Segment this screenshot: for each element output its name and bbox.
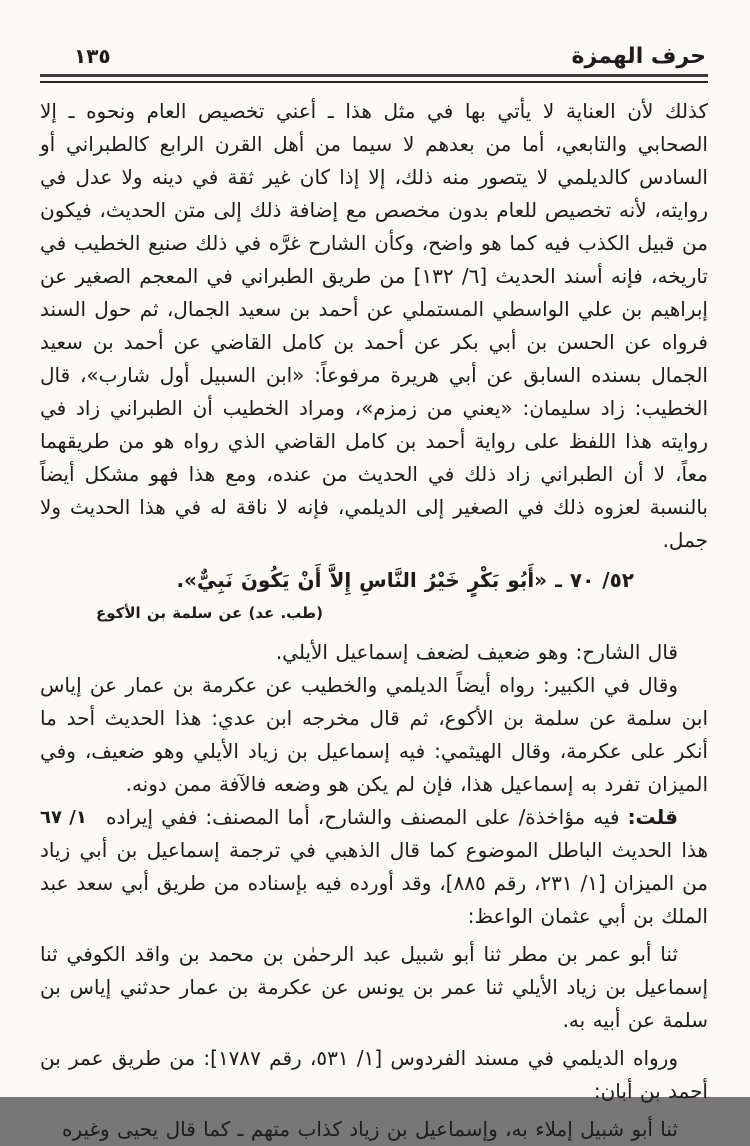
folio-marker-slot [40, 801, 106, 828]
hadith-entry: ٥٢/ ٧٠ ـ «أَبُو بَكْرٍ خَيْرُ النَّاسِ إِلاَّ أَنْ يَكُونَ نَبِيٌّ». [176, 568, 634, 592]
page-content [40, 0, 708, 1146]
folio-marker: ١/ ٦٧ [40, 807, 87, 828]
isnad-paragraph-2: ثنا أبو شبيل إملاء به، وإسماعيل بن زياد كذاب متهم ـ كما قال يحيى وغيره [62, 1117, 678, 1141]
qultu-lead: قلت: [627, 805, 678, 829]
header-divider [40, 74, 708, 83]
qultu-body: فيه مؤاخذة/ على المصنف والشارح، أما المصنف: ففي إيراده هذا الحديث الباطل الموضوع كما قال الذهبي في ترجمة إسماعيل بن أبي زياد من الميزان [١/ ٢٣١، رقم ٨٨٥]، وقد أورده فيه بإسناده من طريق أبي سعد عبد الملك بن أبي عثمان الواعظ: [40, 805, 709, 928]
qultu-paragraph [40, 801, 708, 933]
paragraph-continuation: كذلك لأن العناية لا يأتي بها في مثل هذا ـ أعني تخصيص العام ونحوه ـ إلا الصحابي والتابعي، أما من بعدهم لا سيما من أهل القرن الرابع كالطبراني أو السادس كالديلمي لا يتصور منه ذلك، إلا إذا كان غير ثقة في دينه ولا عدل في روايته، لأنه تخصيص للعام بدون مخصص مع إضافة ذلك إلى متن الحديث، فيكون من قبيل الكذب فيه كما هو واضح، وكأن الشارح غرَّه في ذلك صنيع الخطيب في تاريخه، فإنه أسند الحديث [٦/ ١٣٢] من طريق الطبراني في المعجم الصغير عن إبراهيم بن علي الواسطي المستملي عن أحمد بن سعيد الجمال، ثم حول السند فرواه عن الحسن بن أبي بكر عن أحمد بن كامل القاضي عن أحمد بن سعيد الجمال بسنده السابق عن أبي هريرة مرفوعاً: «ابن السبيل أول شارب»، قال الخطيب: زاد سليمان: «يعني من زمزم»، ومراد الخطيب أن الطبراني زاد في روايته هذا اللفظ على رواية أحمد بن كامل القاضي الذي رواه هو من طريقهما معاً، لا أن الطبراني زاد ذلك في الحديث من عنده، ومع هذا فهو مشكل أيضاً بالنسبة لعزوه ذلك في الصغير إلى الديلمي، فإنه لا ناقة له في هذا الحديث ولا جمل. [40, 99, 708, 552]
kabir-comment: وقال في الكبير: رواه أيضاً الديلمي والخطيب عن عكرمة بن عمار عن إياس ابن سلمة عن سلمة بن الأكوع، ثم قال مخرجه ابن عدي: هذا الحديث أحد ما أنكر على عكرمة، وقال الهيثمي: فيه إسماعيل بن زياد الأيلي وهو ضعيف، وفي الميزان تفرد به إسماعيل هذا، فإن لم يكن هو وضعه فالآفة ممن دونه. [40, 673, 708, 796]
takhrij-line: (طب. عد) عن سلمة بن الأكوع [96, 604, 324, 622]
body-text [40, 95, 708, 1146]
isnad-paragraph-1: ثنا أبو عمر بن مطر ثنا أبو شبيل عبد الرحمٰن بن محمد بن واقد الكوفي ثنا إسماعيل بن زياد الأيلي ثنا عمر بن يونس عن عكرمة بن عمار حدثني إياس بن سلمة عن أبيه به. [40, 942, 708, 1032]
sharih-comment: قال الشارح: وهو ضعيف لضعف إسماعيل الأيلي. [275, 640, 678, 664]
page-number: ١٣٥ [74, 44, 111, 68]
page-header [40, 0, 708, 69]
section-title: حرف الهمزة [571, 44, 706, 69]
daylami-reference: ورواه الديلمي في مسند الفردوس [١/ ٥٣١، رقم ١٧٨٧]: من طريق عمر بن أحمد بن أبان: [40, 1046, 708, 1103]
